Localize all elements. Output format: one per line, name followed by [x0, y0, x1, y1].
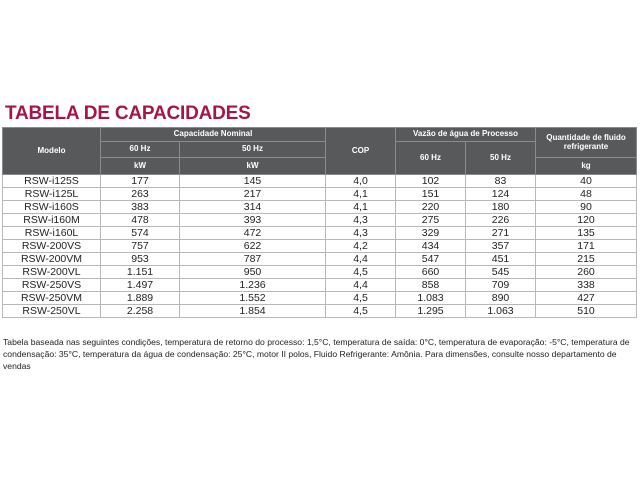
table-row — [3, 253, 637, 266]
cell-v50: 709 — [466, 279, 536, 292]
cell-v60: 858 — [396, 279, 466, 292]
cell-kg: 427 — [536, 292, 637, 305]
table-row — [3, 227, 637, 240]
cell-v50: 124 — [466, 188, 536, 201]
cell-cop: 4,4 — [326, 253, 396, 266]
cell-kw50: 393 — [180, 214, 326, 227]
cell-v60: 1.083 — [396, 292, 466, 305]
cell-v50: 83 — [466, 175, 536, 188]
cell-v50: 451 — [466, 253, 536, 266]
cell-modelo: RSW-i125S — [3, 175, 101, 188]
cell-kg: 48 — [536, 188, 637, 201]
header-capacidade-nominal: Capacidade Nominal — [101, 128, 326, 142]
cell-kw60: 574 — [101, 227, 180, 240]
cell-cop: 4,5 — [326, 266, 396, 279]
cell-kw50: 622 — [180, 240, 326, 253]
table-body — [3, 175, 637, 318]
header-cap-50hz: 50 Hz — [180, 142, 326, 158]
header-modelo: Modelo — [3, 128, 101, 175]
cell-v60: 102 — [396, 175, 466, 188]
cell-v50: 226 — [466, 214, 536, 227]
cell-kw50: 787 — [180, 253, 326, 266]
cell-kw50: 217 — [180, 188, 326, 201]
cell-kg: 120 — [536, 214, 637, 227]
cell-kw60: 2.258 — [101, 305, 180, 318]
header-quantidade: Quantidade de fluido refrigerante — [536, 128, 637, 158]
header-vazao-60hz: 60 Hz — [396, 142, 466, 175]
table-row — [3, 188, 637, 201]
table-row — [3, 279, 637, 292]
cell-cop: 4,0 — [326, 175, 396, 188]
cell-cop: 4,3 — [326, 227, 396, 240]
page-title: TABELA DE CAPACIDADES — [5, 103, 251, 124]
table-row — [3, 292, 637, 305]
cell-cop: 4,5 — [326, 305, 396, 318]
cell-cop: 4,5 — [326, 292, 396, 305]
cell-kg: 215 — [536, 253, 637, 266]
cell-kw50: 472 — [180, 227, 326, 240]
cell-kg: 135 — [536, 227, 637, 240]
header-unit-kg: kg — [536, 158, 637, 175]
cell-v50: 357 — [466, 240, 536, 253]
cell-v60: 547 — [396, 253, 466, 266]
cell-modelo: RSW-250VL — [3, 305, 101, 318]
header-vazao: Vazão de água de Processo — [396, 128, 536, 142]
cell-kw60: 1.497 — [101, 279, 180, 292]
cell-v60: 1.295 — [396, 305, 466, 318]
cell-modelo: RSW-250VM — [3, 292, 101, 305]
cell-modelo: RSW-200VL — [3, 266, 101, 279]
cell-v60: 660 — [396, 266, 466, 279]
table-row — [3, 201, 637, 214]
cell-v50: 271 — [466, 227, 536, 240]
header-row-1 — [3, 128, 637, 142]
cell-kg: 90 — [536, 201, 637, 214]
table-row — [3, 266, 637, 279]
cell-v50: 545 — [466, 266, 536, 279]
cell-modelo: RSW-i160S — [3, 201, 101, 214]
header-cop: COP — [326, 128, 396, 175]
cell-v60: 434 — [396, 240, 466, 253]
cell-kw60: 1.151 — [101, 266, 180, 279]
cell-kw60: 757 — [101, 240, 180, 253]
table-footnote: Tabela baseada nas seguintes condições, temperatura de retorno do processo: 1,5°C, temperatura de saída: 0°C, temperatura de evaporação: -5°C, temperatura de condensação: 35°C, temperatura da água de condensação: 25°C, motor II polos, Fluido Refrigerante: Amônia. Para dimensões, consulte nosso departamento de vendas — [3, 337, 630, 371]
header-unit-kw-60: kW — [101, 158, 180, 175]
cell-kg: 338 — [536, 279, 637, 292]
cell-kw50: 1.552 — [180, 292, 326, 305]
cell-v60: 275 — [396, 214, 466, 227]
cell-cop: 4,3 — [326, 214, 396, 227]
cell-cop: 4,1 — [326, 188, 396, 201]
cell-kg: 260 — [536, 266, 637, 279]
cell-kw60: 478 — [101, 214, 180, 227]
cell-v50: 1.063 — [466, 305, 536, 318]
cell-cop: 4,1 — [326, 201, 396, 214]
table-row — [3, 175, 637, 188]
cell-kw60: 1.889 — [101, 292, 180, 305]
table-row — [3, 240, 637, 253]
cell-kw50: 1.236 — [180, 279, 326, 292]
cell-modelo: RSW-i125L — [3, 188, 101, 201]
cell-v60: 151 — [396, 188, 466, 201]
cell-modelo: RSW-i160L — [3, 227, 101, 240]
header-vazao-50hz: 50 Hz — [466, 142, 536, 175]
cell-kw50: 145 — [180, 175, 326, 188]
cell-v60: 220 — [396, 201, 466, 214]
cell-kw50: 1.854 — [180, 305, 326, 318]
cell-kw60: 177 — [101, 175, 180, 188]
header-cap-60hz: 60 Hz — [101, 142, 180, 158]
cell-cop: 4,2 — [326, 240, 396, 253]
table-row — [3, 305, 637, 318]
cell-kw60: 953 — [101, 253, 180, 266]
cell-cop: 4,4 — [326, 279, 396, 292]
cell-modelo: RSW-200VS — [3, 240, 101, 253]
cell-v50: 180 — [466, 201, 536, 214]
cell-modelo: RSW-i160M — [3, 214, 101, 227]
header-unit-kw-50: kW — [180, 158, 326, 175]
cell-kw60: 383 — [101, 201, 180, 214]
cell-kw50: 314 — [180, 201, 326, 214]
cell-v50: 890 — [466, 292, 536, 305]
cell-kg: 510 — [536, 305, 637, 318]
cell-modelo: RSW-200VM — [3, 253, 101, 266]
cell-modelo: RSW-250VS — [3, 279, 101, 292]
table-row — [3, 214, 637, 227]
cell-kw50: 950 — [180, 266, 326, 279]
capacity-table — [2, 127, 637, 318]
cell-v60: 329 — [396, 227, 466, 240]
cell-kw60: 263 — [101, 188, 180, 201]
cell-kg: 40 — [536, 175, 637, 188]
cell-kg: 171 — [536, 240, 637, 253]
